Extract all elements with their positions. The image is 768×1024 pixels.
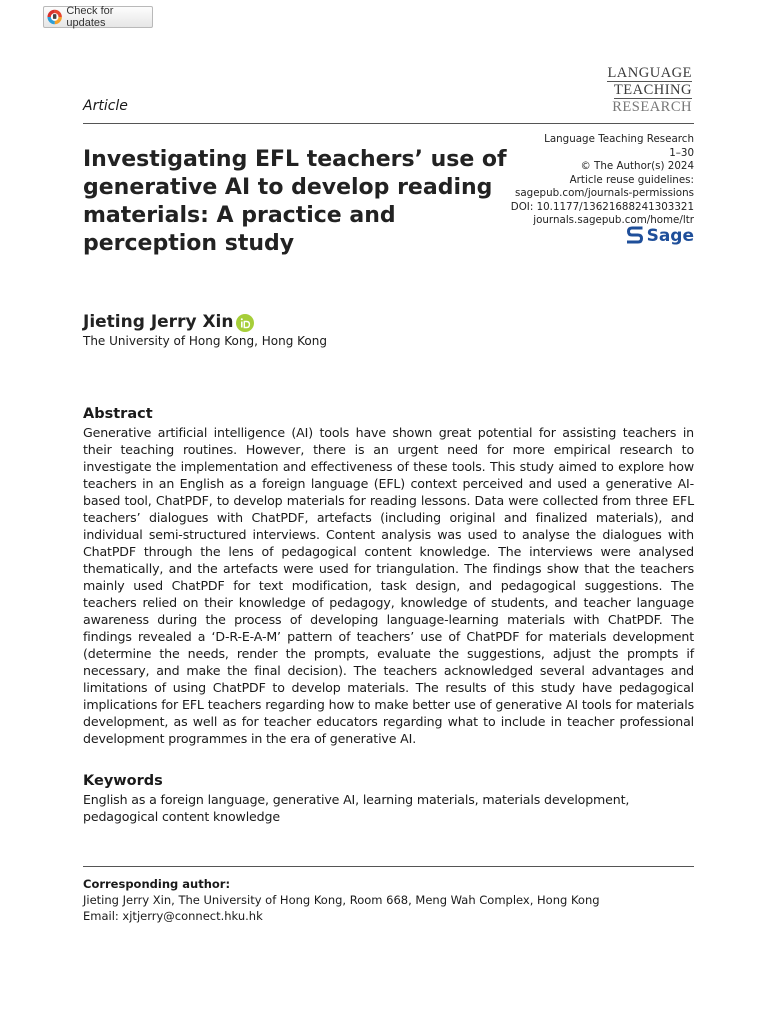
orcid-icon[interactable] [236, 314, 254, 332]
check-for-updates-button[interactable] [43, 6, 153, 28]
abstract-text: Generative artificial intelligence (AI) tools have shown great potential for assisting teachers in their teaching routines. However, there is an urgent need for more empirical research to investigate the implementation and effectiveness of these tools. This study aimed to explore how teachers in an English as a foreign language (EFL) context perceived and used a generative AI-based tool, ChatPDF, to develop materials for reading lessons. Data were collected from three EFL teachers’ dialogues with ChatPDF, artefacts (including original and finalized materials), and individual semi-structured interviews. Content analysis was used to analyse the dialogues with ChatPDF through the lens of pedagogical content knowledge. The interviews were analysed thematically, and the artefacts were used for triangulation. The findings show that the teachers mainly used ChatPDF for text modification, task design, and pedagogical suggestions. The teachers relied on their knowledge of pedagogy, knowledge of students, and teacher language awareness during the process of developing language-learning materials with ChatPDF. The findings revealed a ‘D-R-E-A-M’ pattern of teachers’ use of ChatPDF for materials development (determine the needs, render the prompts, evaluate the suggestions, adjust the prompts if necessary, and make the final decision). The teachers acknowledged several advantages and limitations of using ChatPDF to develop materials. The results of this study have pedagogical implications for EFL teachers regarding how to make better use of generative AI tools for materials development, as well as for teacher educators regarding what to include in teacher professional development programmes in the era of generative AI. [83, 425, 694, 746]
author-affiliation: The University of Hong Kong, Hong Kong [83, 334, 327, 348]
corresponding-author-email[interactable]: Email: xjtjerry@connect.hku.hk [83, 909, 263, 923]
journal-name: Language Teaching Research [544, 133, 694, 145]
author-name: Jieting Jerry Xin [83, 312, 234, 332]
keywords-text: English as a foreign language, generative AI, learning materials, materials development, pedagogical content knowledge [83, 792, 630, 824]
publisher-name: Sage [646, 226, 694, 246]
check-for-updates-label: Check for updates [66, 5, 114, 29]
journal-homepage-link[interactable]: journals.sagepub.com/home/ltr [533, 214, 694, 226]
permissions-link[interactable]: sagepub.com/journals-permissions [515, 187, 694, 199]
doi-link[interactable]: DOI: 10.1177/13621688241303321 [510, 200, 694, 213]
article-metadata [511, 133, 694, 228]
copyright-notice: © The Author(s) 2024 [580, 160, 694, 172]
publisher-logo [627, 226, 694, 246]
article-type-label: Article [83, 98, 128, 114]
reuse-guidelines-label: Article reuse guidelines: [569, 173, 694, 186]
article-title: Investigating EFL teachers’ use of generative AI to develop reading materials: A practice and perception study [83, 147, 507, 256]
check-updates-icon [47, 9, 62, 25]
corresponding-author-heading: Corresponding author: [83, 877, 231, 891]
footnote-divider [83, 866, 694, 867]
logo-line-1: LANGUAGE [607, 65, 692, 81]
keywords-heading: Keywords [83, 773, 163, 789]
logo-line-2: TEACHING [613, 82, 692, 98]
header-divider [83, 123, 694, 124]
author-line [83, 312, 254, 332]
corresponding-author-address: Jieting Jerry Xin, The University of Hong Kong, Room 668, Meng Wah Complex, Hong Kong [83, 893, 600, 907]
sage-s-icon [627, 226, 643, 246]
logo-line-3: RESEARCH [612, 99, 692, 115]
abstract-heading: Abstract [83, 406, 153, 422]
journal-logo [607, 65, 692, 115]
page-range: 1–30 [669, 146, 694, 159]
